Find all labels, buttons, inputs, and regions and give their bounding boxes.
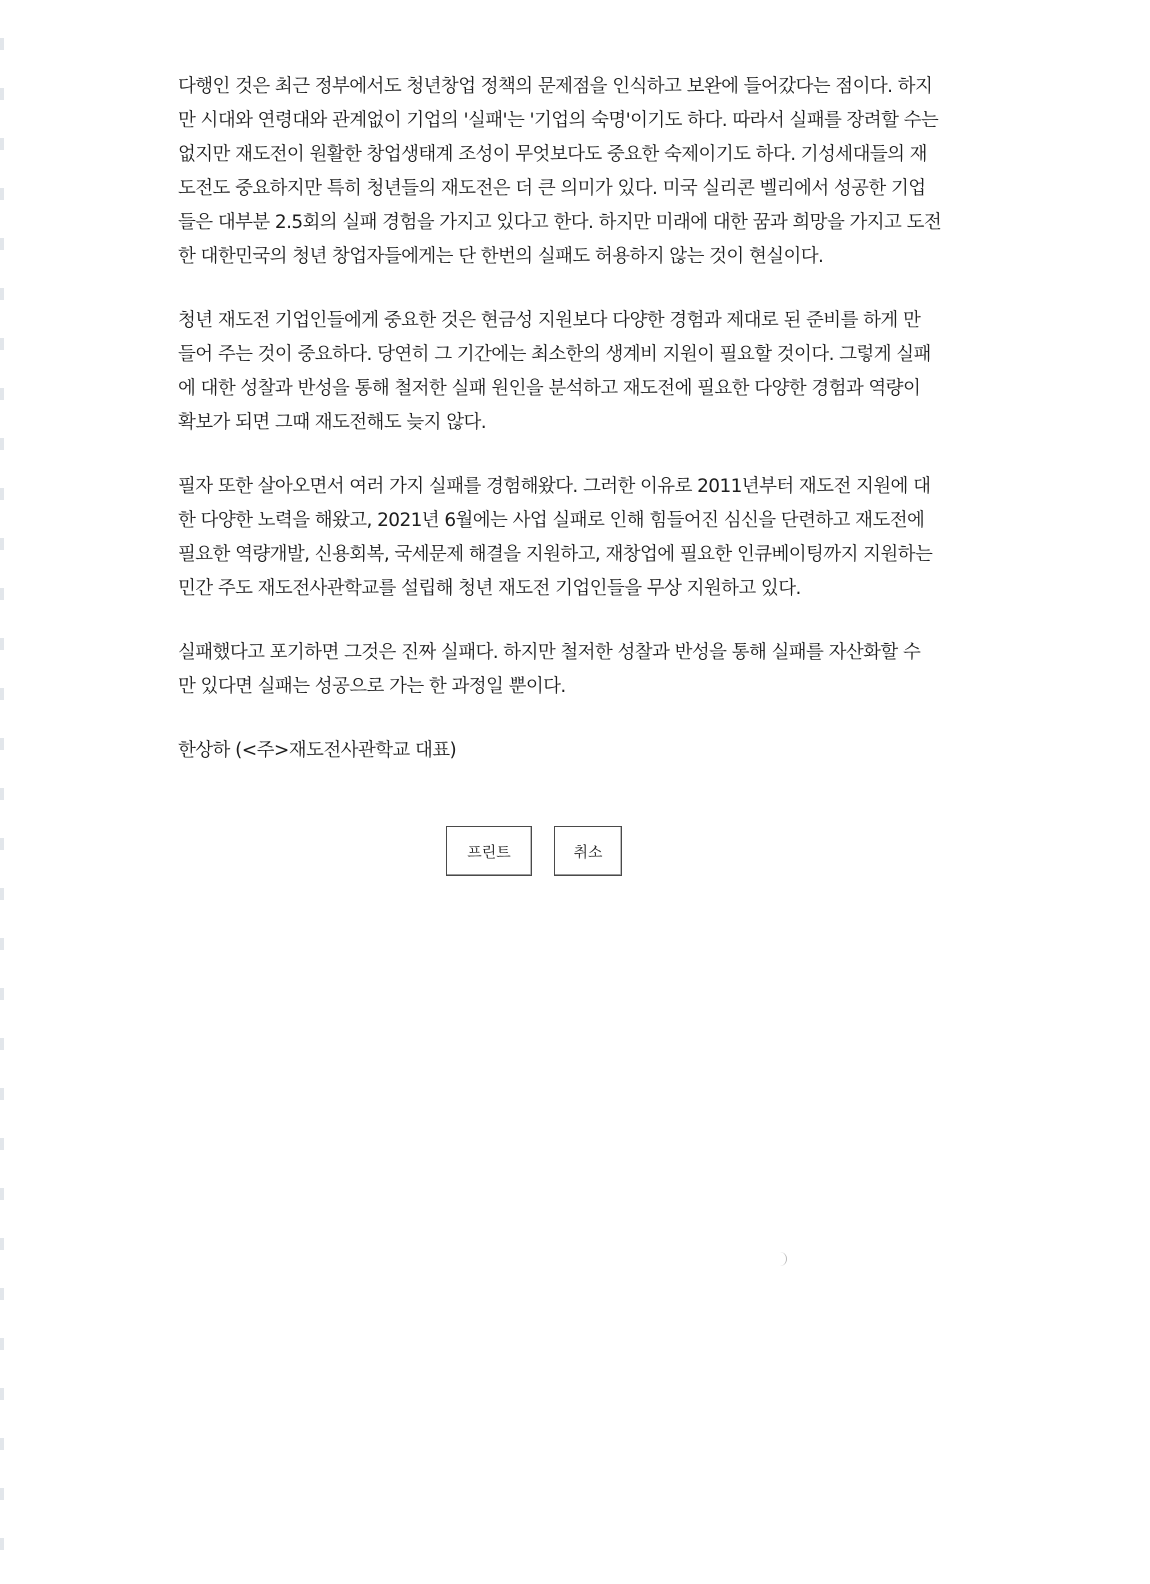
article-paragraph-2: 청년 재도전 기업인들에게 중요한 것은 현금성 지원보다 다양한 경험과 제대로 된 준비를 하게 만 들어 주는 것이 중요하다. 당연히 그 기간에는 최소한의 생계비 지원이 필요할 것이다. 그렇게 실패 에 대한 성찰과 반성을 통해 철저한 실패 원인을 분석하고 재도전에 필요한 다양한 경험과 역량이 확보가 되면 그때 재도전해도 늦지 않다. bbox=[178, 310, 931, 433]
author-byline: 한상하 (<주>재도전사관학교 대표) bbox=[178, 740, 457, 761]
article-paragraph-1: 다행인 것은 최근 정부에서도 청년창업 정책의 문제점을 인식하고 보완에 들어갔다는 점이다. 하지 만 시대와 연령대와 관계없이 기업의 '실패'는 '기업의 숙명'이기도 하다. 따라서 실패를 장려할 수는 없지만 재도전이 원활한 창업생태계 조성이 무엇보다도 중요한 숙제이기도 하다. 기성세대들의 재 도전도 중요하지만 특히 청년들의 재도전은 더 큰 의미가 있다. 미국 실리콘 벨리에서 성공한 기업 들은 대부분 2.5회의 실패 경험을 가지고 있다고 한다. 하지만 미래에 대한 꿈과 희망을 가지고 도전 한 대한민국의 청년 창업자들에게는 단 한번의 실패도 허용하지 않는 것이 현실이다. bbox=[178, 76, 942, 267]
article-body bbox=[178, 70, 1008, 768]
action-buttons bbox=[446, 826, 622, 876]
article-paragraph-3: 필자 또한 살아오면서 여러 가지 실패를 경험해왔다. 그러한 이유로 2011년부터 재도전 지원에 대 한 다양한 노력을 해왔고, 2021년 6월에는 사업 실패로 인해 힘들어진 심신을 단련하고 재도전에 필요한 역량개발, 신용회복, 국세문제 해결을 지원하고, 재창업에 필요한 인큐베이팅까지 지원하는 민간 주도 재도전사관학교를 설립해 청년 재도전 기업인들을 무상 지원하고 있다. bbox=[178, 476, 933, 599]
print-button[interactable]: 프린트 bbox=[446, 826, 532, 876]
scan-artifact bbox=[780, 1252, 787, 1266]
article-paragraph-4: 실패했다고 포기하면 그것은 진짜 실패다. 하지만 철저한 성찰과 반성을 통해 실패를 자산화할 수 만 있다면 실패는 성공으로 가는 한 과정일 뿐이다. bbox=[178, 642, 921, 697]
scan-edge-marks bbox=[0, 0, 4, 1584]
cancel-button[interactable]: 취소 bbox=[554, 826, 622, 876]
